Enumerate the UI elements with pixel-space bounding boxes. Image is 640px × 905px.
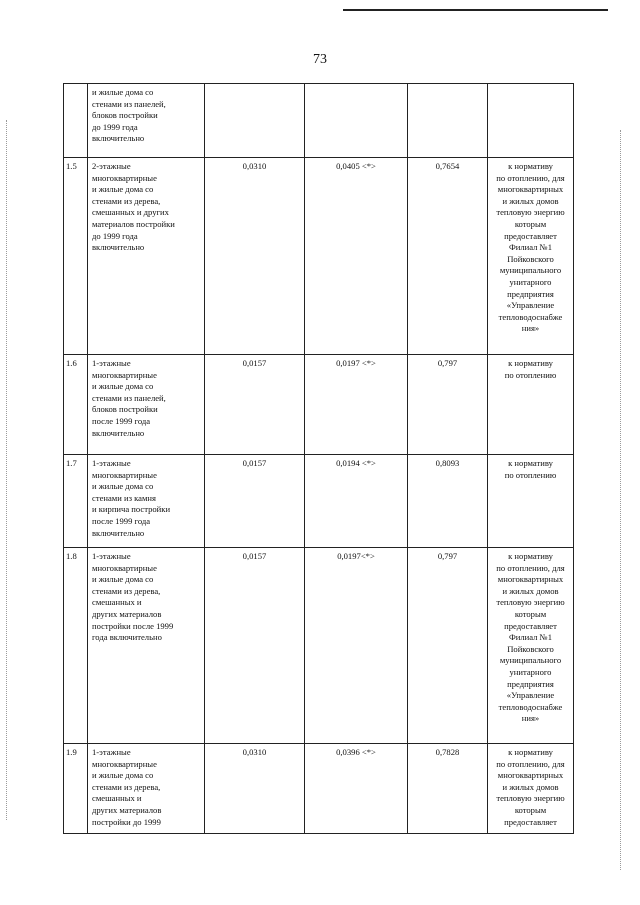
table-row: [64, 158, 574, 355]
description-line: после 1999 года: [92, 415, 151, 426]
description-line: после 1999 года: [92, 515, 151, 526]
description-line: включительно: [92, 242, 145, 253]
value-3: 0,797: [408, 548, 488, 744]
table-row: [64, 84, 574, 158]
note-line: которым: [514, 218, 547, 229]
description-line: 2-этажные: [92, 161, 131, 171]
note-line: тепловодоснабже: [498, 701, 563, 712]
row-number: 1.8: [64, 548, 88, 744]
note-cell: [488, 84, 574, 158]
note-cell: [488, 158, 574, 355]
description-line: других материалов: [92, 608, 162, 619]
note-line: по отоплению, для: [496, 562, 565, 573]
note-line: и жилых домов: [502, 585, 559, 596]
page-number: 73: [313, 52, 327, 67]
note-line: тепловую энергию: [496, 597, 565, 608]
value-3: 0,797: [408, 355, 488, 455]
description-line: и жилые дома со: [92, 184, 154, 195]
description-line: до 1999 года: [92, 230, 138, 241]
note-line: предприятия: [507, 288, 554, 299]
note-line: и жилых домов: [502, 781, 559, 792]
note-cell: [488, 455, 574, 548]
description-line: и жилые дома со: [92, 770, 154, 781]
description-line: 1-этажные: [92, 747, 131, 757]
description-line: стенами из панелей,: [92, 98, 166, 109]
table-row: [64, 455, 574, 548]
header-rule: [343, 9, 608, 11]
description-line: 1-этажные: [92, 551, 131, 561]
value-1: [205, 84, 305, 158]
building-description: [88, 355, 205, 455]
value-2: 0,0405 <*>: [305, 158, 408, 355]
note-line: к нормативу: [508, 358, 553, 368]
building-description: [88, 455, 205, 548]
table-row: [64, 355, 574, 455]
note-line: муниципального: [499, 655, 562, 666]
note-line: тепловую энергию: [496, 207, 565, 218]
note-line: унитарного: [509, 666, 552, 677]
description-line: многоквартирные: [92, 469, 157, 480]
value-3: 0,7828: [408, 744, 488, 834]
note-line: к нормативу: [508, 551, 553, 561]
building-description: [88, 84, 205, 158]
description-line: и жилые дома со: [92, 574, 154, 585]
description-line: блоков постройки: [92, 404, 158, 415]
note-line: тепловодоснабже: [498, 311, 563, 322]
description-line: до 1999 года: [92, 121, 138, 132]
row-number: 1.7: [64, 455, 88, 548]
note-cell: [488, 355, 574, 455]
description-line: смешанных и: [92, 597, 142, 608]
description-line: и жилые дома со: [92, 87, 154, 97]
note-line: к нормативу: [508, 458, 553, 468]
building-description: [88, 548, 205, 744]
row-number: 1.9: [64, 744, 88, 834]
note-line: которым: [514, 804, 547, 815]
value-1: 0,0157: [205, 548, 305, 744]
note-cell: [488, 744, 574, 834]
note-line: Филиал №1: [508, 242, 553, 253]
description-line: многоквартирные: [92, 562, 157, 573]
row-number: 1.6: [64, 355, 88, 455]
note-line: «Управление: [506, 690, 555, 701]
value-2: 0,0197 <*>: [305, 355, 408, 455]
note-line: Пойковского: [507, 643, 554, 654]
note-line: Филиал №1: [508, 632, 553, 643]
description-line: смешанных и других: [92, 207, 169, 218]
description-line: стенами из дерева,: [92, 585, 161, 596]
description-line: и жилые дома со: [92, 381, 154, 392]
description-line: постройки после 1999: [92, 620, 174, 631]
note-line: тепловую энергию: [496, 793, 565, 804]
description-line: и кирпича постройки: [92, 504, 171, 515]
value-2: 0,0197<*>: [305, 548, 408, 744]
value-3: [408, 84, 488, 158]
value-1: 0,0157: [205, 455, 305, 548]
note-line: по отоплению, для: [496, 758, 565, 769]
description-line: других материалов: [92, 804, 162, 815]
description-line: стенами из панелей,: [92, 392, 166, 403]
note-line: Пойковского: [507, 253, 554, 264]
building-description: [88, 744, 205, 834]
description-line: многоквартирные: [92, 369, 157, 380]
value-1: 0,0157: [205, 355, 305, 455]
note-line: по отоплению: [504, 469, 557, 480]
note-line: по отоплению, для: [496, 172, 565, 183]
description-line: и жилые дома со: [92, 481, 154, 492]
value-1: 0,0310: [205, 744, 305, 834]
tariff-table: [63, 83, 574, 834]
description-line: постройки до 1999: [92, 816, 161, 827]
value-3: 0,8093: [408, 455, 488, 548]
note-line: к нормативу: [508, 161, 553, 171]
description-line: многоквартирные: [92, 758, 157, 769]
row-number: [64, 84, 88, 158]
description-line: включительно: [92, 427, 145, 438]
description-line: включительно: [92, 133, 145, 144]
note-line: унитарного: [509, 276, 552, 287]
note-line: предоставляет: [504, 816, 557, 827]
building-description: [88, 158, 205, 355]
value-2: 0,0194 <*>: [305, 455, 408, 548]
description-line: стенами из камня: [92, 492, 156, 503]
value-1: 0,0310: [205, 158, 305, 355]
value-3: 0,7654: [408, 158, 488, 355]
description-line: многоквартирные: [92, 172, 157, 183]
row-number: 1.5: [64, 158, 88, 355]
note-line: многоквартирных: [497, 184, 564, 195]
value-2: 0,0396 <*>: [305, 744, 408, 834]
description-line: материалов постройки: [92, 218, 175, 229]
note-cell: [488, 548, 574, 744]
note-line: ния»: [521, 713, 540, 724]
description-line: включительно: [92, 527, 145, 538]
table-row: [64, 548, 574, 744]
note-line: и жилых домов: [502, 195, 559, 206]
note-line: по отоплению: [504, 369, 557, 380]
description-line: блоков постройки: [92, 110, 158, 121]
value-2: [305, 84, 408, 158]
description-line: стенами из дерева,: [92, 195, 161, 206]
description-line: смешанных и: [92, 793, 142, 804]
description-line: 1-этажные: [92, 458, 131, 468]
scan-edge-right: [620, 130, 622, 870]
note-line: которым: [514, 608, 547, 619]
note-line: к нормативу: [508, 747, 553, 757]
description-line: стенами из дерева,: [92, 781, 161, 792]
scan-edge-left: [6, 120, 8, 820]
note-line: многоквартирных: [497, 574, 564, 585]
note-line: предоставляет: [504, 620, 557, 631]
note-line: предприятия: [507, 678, 554, 689]
note-line: предоставляет: [504, 230, 557, 241]
description-line: 1-этажные: [92, 358, 131, 368]
note-line: «Управление: [506, 300, 555, 311]
note-line: ния»: [521, 323, 540, 334]
description-line: года включительно: [92, 632, 162, 643]
note-line: многоквартирных: [497, 770, 564, 781]
table-row: [64, 744, 574, 834]
note-line: муниципального: [499, 265, 562, 276]
